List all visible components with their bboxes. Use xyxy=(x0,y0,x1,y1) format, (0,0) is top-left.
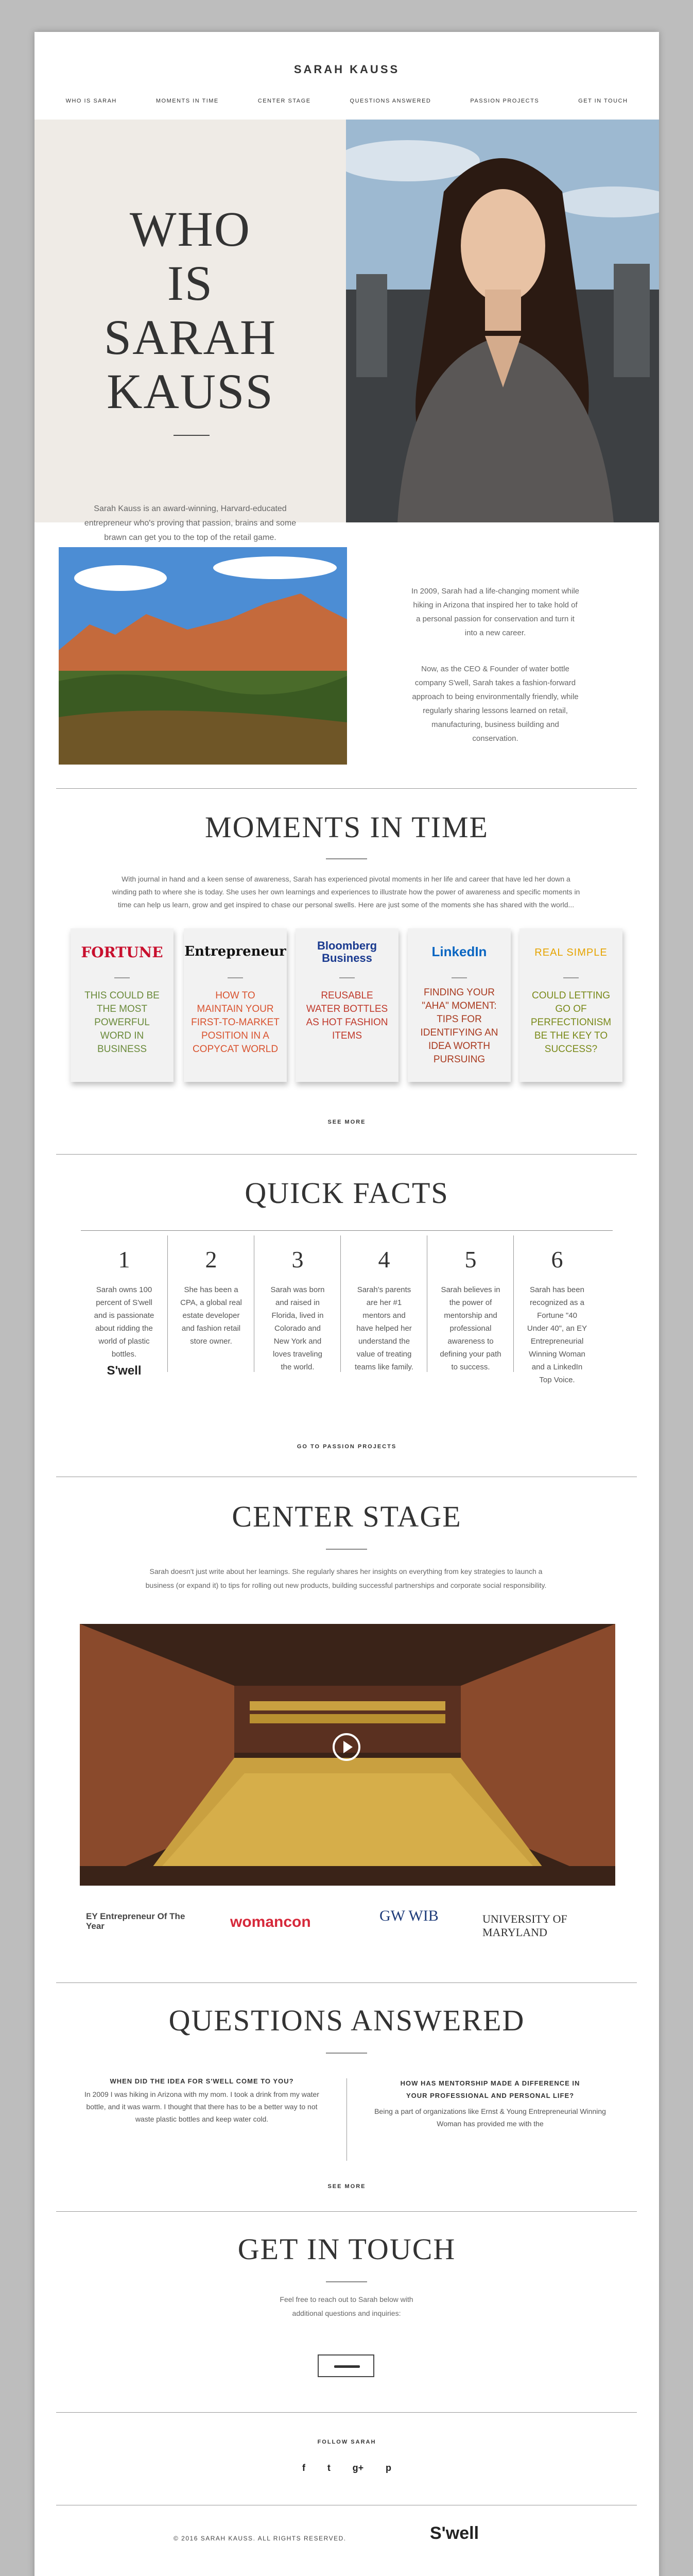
fact-number: 6 xyxy=(551,1246,563,1273)
bloomberg-business-logo: Bloomberg Business xyxy=(317,939,377,964)
questions-see-more-link[interactable]: SEE MORE xyxy=(327,2183,366,2190)
university-of-maryland-logo: UNIVERSITY OF MARYLAND xyxy=(482,1912,567,1939)
section-divider xyxy=(56,2211,637,2212)
real-simple-logo: REAL SIMPLE xyxy=(534,947,608,958)
hero-title-line: KAUSS xyxy=(107,364,274,419)
nav-moments-in-time[interactable]: MOMENTS IN TIME xyxy=(155,98,219,104)
nav-center-stage[interactable]: CENTER STAGE xyxy=(257,98,311,104)
play-icon xyxy=(343,1741,353,1753)
linkedin-logo: LinkedIn xyxy=(431,944,487,959)
question-1-answer: In 2009 I was hiking in Arizona with my mom. I took a drink from my water bottle, and it was warm. I thought that there has to be a better way to not waste plastic bottles and keep water cold. xyxy=(84,2090,319,2123)
hero-title xyxy=(34,202,346,418)
sarah-portrait-photo xyxy=(346,120,659,522)
center-stage-title: CENTER STAGE xyxy=(232,1500,462,1533)
intro-paragraph-1: In 2009, Sarah had a life-changing moment while hiking in Arizona that inspired her to take hold of a personal passion for conservation and turn it into a new career. xyxy=(411,587,580,637)
contact-description: Feel free to reach out to Sarah below with additional questions and inquiries: xyxy=(280,2295,413,2317)
card-headline: REUSABLE WATER BOTTLES AS HOT FASHION ITEMS xyxy=(306,990,388,1041)
hero-subtitle: Sarah Kauss is an award-winning, Harvard-educated entrepreneur who's proving that passion, brains and some brawn can get you to the top of the retail game. xyxy=(84,504,297,542)
hero-title-line: SARAH xyxy=(103,310,277,365)
moment-card-linkedin[interactable] xyxy=(408,928,511,1082)
gw-wib-logo: GW WIB xyxy=(379,1907,439,1924)
moments-description: With journal in hand and a keen sense of awareness, Sarah has experienced pivotal moments in her life and career that have led her down a winding path to where she is today. She uses her own learnings and experiences to illustrate how the power of awareness and specific moments in time can help us learn, grow and get inspired to chase our personal swells. Here are just some of the moments she has shared with the world... xyxy=(112,875,580,909)
card-rule xyxy=(339,977,355,978)
card-rule xyxy=(452,977,467,978)
fact-number: 4 xyxy=(378,1246,390,1273)
section-divider xyxy=(56,1982,637,1983)
footer-swell-logo[interactable]: S'well xyxy=(430,2523,479,2543)
moment-card-real-simple[interactable] xyxy=(519,928,622,1082)
contact-title-rule xyxy=(326,2281,367,2282)
google-plus-icon[interactable]: g+ xyxy=(352,2463,364,2473)
pinterest-icon[interactable]: p xyxy=(386,2463,391,2473)
fact-text: Sarah has been recognized as a Fortune "40 Under 40", an EY Entrepreneurial Winning Woman and a LinkedIn Top Voice. xyxy=(527,1285,587,1384)
questions-title-rule xyxy=(326,2053,367,2054)
card-headline: THIS COULD BE THE MOST POWERFUL WORD IN BUSINESS xyxy=(84,990,160,1055)
email-button[interactable] xyxy=(318,2354,374,2377)
questions-title: QUESTIONS ANSWERED xyxy=(168,2004,525,2037)
copyright: © 2016 SARAH KAUSS. ALL RIGHTS RESERVED. xyxy=(174,2535,346,2542)
card-rule xyxy=(228,977,243,978)
card-rule xyxy=(114,977,130,978)
fact-6 xyxy=(513,1235,600,1384)
follow-title: FOLLOW SARAH xyxy=(317,2439,376,2445)
quick-facts-rule xyxy=(81,1230,613,1231)
fact-number: 1 xyxy=(118,1246,130,1273)
moments-see-more-link[interactable]: SEE MORE xyxy=(327,1119,366,1125)
fact-text: She has been a CPA, a global real estate developer and fashion retail store owner. xyxy=(180,1285,242,1346)
play-button[interactable] xyxy=(333,1733,360,1761)
fact-number: 3 xyxy=(291,1246,304,1273)
ey-entrepreneur-logo: EY Entrepreneur Of The Year xyxy=(86,1911,185,1931)
fact-text: Sarah's parents are her #1 mentors and have helped her understand the value of treating teams like family. xyxy=(355,1285,413,1371)
fact-1 xyxy=(81,1235,167,1378)
theater-video[interactable] xyxy=(80,1624,615,1886)
questions-divider xyxy=(346,2078,347,2161)
card-rule xyxy=(563,977,579,978)
question-1-title: WHEN DID THE IDEA FOR S'WELL COME TO YOU? xyxy=(110,2077,294,2085)
section-divider xyxy=(56,1154,637,1155)
nav-get-in-touch[interactable]: GET IN TOUCH xyxy=(578,98,628,104)
hero-panel xyxy=(34,120,346,542)
hero-divider xyxy=(174,435,210,436)
site-brand[interactable]: SARAH KAUSS xyxy=(293,63,400,76)
question-2 xyxy=(369,2077,611,2130)
nav-questions-answered[interactable]: QUESTIONS ANSWERED xyxy=(350,98,431,104)
fact-text: Sarah was born and raised in Florida, lived in Colorado and New York and loves traveling the world. xyxy=(270,1285,325,1371)
section-divider xyxy=(56,788,637,789)
hero-title-line: WHO xyxy=(129,201,251,257)
fact-text: Sarah owns 100 percent of S'well and is passionate about ridding the world of plastic bottles. xyxy=(94,1285,154,1359)
fact-5 xyxy=(427,1235,514,1372)
moments-title: MOMENTS IN TIME xyxy=(205,810,489,844)
card-headline: COULD LETTING GO OF PERFECTIONISM BE THE KEY TO SUCCESS? xyxy=(530,990,612,1055)
question-2-answer: Being a part of organizations like Ernst & Young Entrepreneurial Winning Woman has provided me with the xyxy=(374,2107,606,2128)
section-divider xyxy=(56,2412,637,2413)
page xyxy=(34,32,659,2576)
center-stage-title-rule xyxy=(326,1549,367,1550)
twitter-icon[interactable]: t xyxy=(327,2463,331,2473)
nav-passion-projects[interactable]: PASSION PROJECTS xyxy=(470,98,540,104)
fortune-logo: FORTUNE xyxy=(81,944,163,961)
main-nav xyxy=(34,98,659,104)
swell-logo: S'well xyxy=(107,1364,142,1378)
question-2-title: HOW HAS MENTORSHIP MADE A DIFFERENCE IN YOUR PROFESSIONAL AND PERSONAL LIFE? xyxy=(400,2079,580,2099)
moment-card-fortune[interactable] xyxy=(71,928,174,1082)
hero-title-line: IS xyxy=(167,256,214,311)
fact-4 xyxy=(340,1235,427,1372)
fact-number: 5 xyxy=(464,1246,477,1273)
fact-2 xyxy=(167,1235,254,1372)
fact-number: 2 xyxy=(205,1246,217,1273)
card-headline: HOW TO MAINTAIN YOUR FIRST-TO-MARKET POSITION IN A COPYCAT WORLD xyxy=(191,990,280,1055)
entrepreneur-logo: Entrepreneur xyxy=(184,944,286,959)
fact-3 xyxy=(254,1235,341,1372)
quick-facts-title: QUICK FACTS xyxy=(245,1176,449,1210)
facebook-icon[interactable]: f xyxy=(302,2463,305,2473)
nav-who-is-sarah[interactable]: WHO IS SARAH xyxy=(65,98,117,104)
fact-text: Sarah believes in the power of mentorship and professional awareness to defining your path to success. xyxy=(440,1285,501,1371)
card-headline: FINDING YOUR "AHA" MOMENT: TIPS FOR IDENTIFYING AN IDEA WORTH PURSUING xyxy=(420,987,498,1065)
moment-card-bloomberg[interactable] xyxy=(296,928,399,1082)
question-1 xyxy=(81,2077,323,2125)
pen-icon xyxy=(334,2365,360,2368)
moment-card-entrepreneur[interactable] xyxy=(184,928,287,1082)
womancon-logo: womancon xyxy=(230,1913,311,1930)
passion-projects-link[interactable]: GO TO PASSION PROJECTS xyxy=(297,1444,397,1450)
moments-title-rule xyxy=(326,858,367,859)
intro-paragraph-2: Now, as the CEO & Founder of water bottle company S'well, Sarah takes a fashion-forward approach to being environmentally friendly, while regularly sharing lessons learned on retail, manufacturing, business building and conservation. xyxy=(412,665,579,743)
arizona-landscape-photo xyxy=(59,547,347,765)
center-stage-description: Sarah doesn't just write about her learnings. She regularly shares her insights on everything from key strategies to launch a business (or expand it) to tips for rolling out new products, building successful partnerships and corporate social responsibility. xyxy=(145,1567,547,1589)
social-icons xyxy=(302,2463,391,2473)
contact-title: GET IN TOUCH xyxy=(237,2232,456,2266)
